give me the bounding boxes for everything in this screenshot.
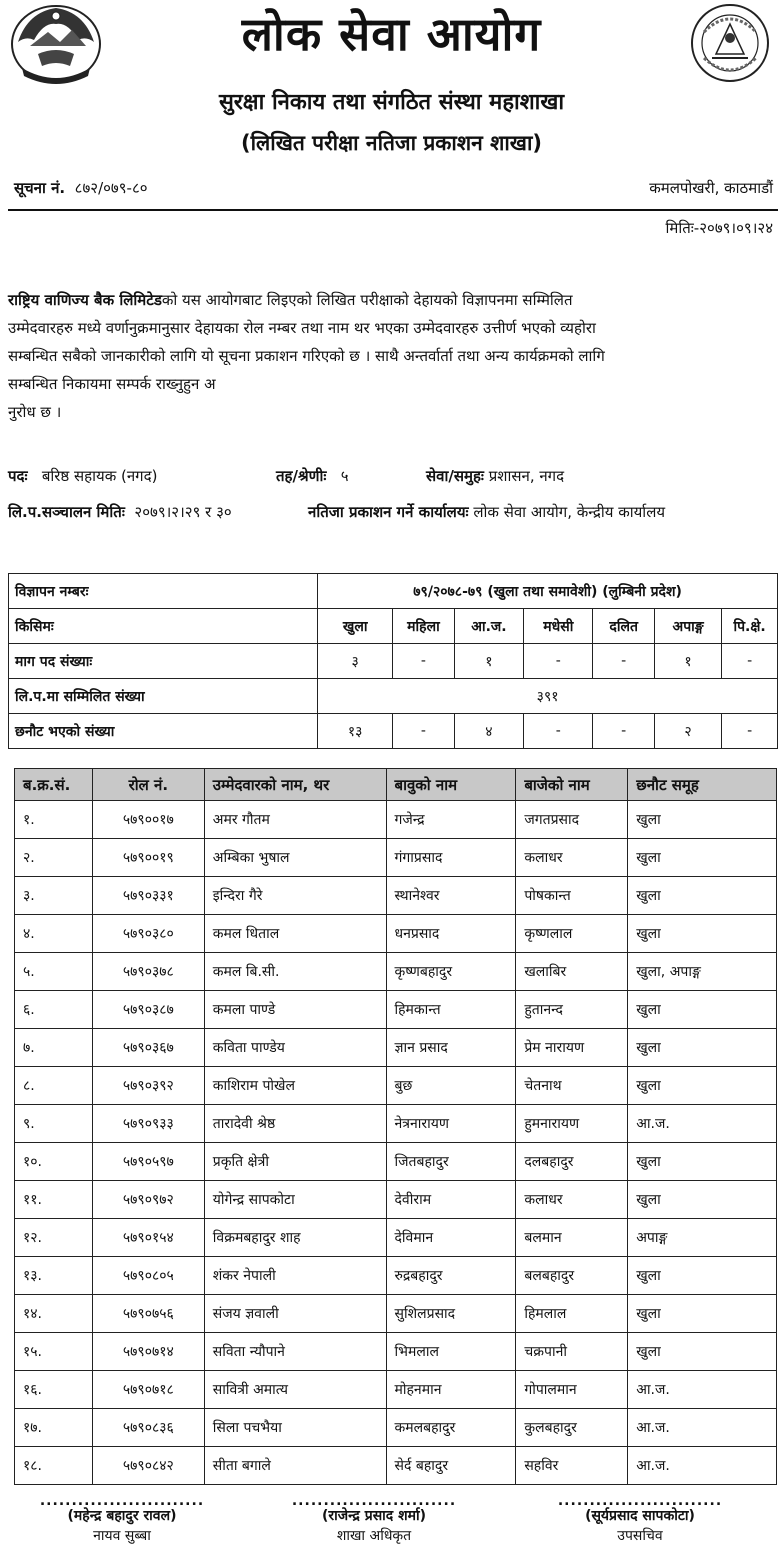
group-cell: खुला [628,839,777,877]
level-label: तह/श्रेणीः [276,467,327,485]
grandfather-name-cell: हिमलाल [516,1295,628,1333]
group-cell: खुला, अपाङ्ग [628,953,777,991]
table-row [15,1257,777,1295]
table-row [15,1105,777,1143]
para-line-4: सम्बन्धित निकायमा सम्पर्क राख्नुहुन अ [8,375,216,393]
candidate-name-cell: सविता न्यौपाने [204,1333,386,1371]
col-header-serial: ब.क्र.सं. [15,769,93,801]
col-header-grandfather: बाजेको नाम [516,769,628,801]
signatory-title: उपसचिव [617,1528,663,1544]
col-header-name: उम्मेदवारको नाम, थर [204,769,386,801]
roll-cell: ५७९०८३६ [92,1409,204,1447]
results-header-row [15,769,777,801]
signatory-name: (महेन्द्र बहादुर रावल) [67,1508,177,1524]
father-name-cell: जितबहादुर [386,1143,516,1181]
summary-row-adv [9,574,778,609]
type-cell: अपाङ्ग [654,609,721,644]
group-cell: खुला [628,1295,777,1333]
group-cell: खुला [628,1257,777,1295]
group-cell: खुला [628,1181,777,1219]
type-cell: मधेसी [524,609,593,644]
candidate-name-cell: इन्दिरा गैरे [204,877,386,915]
grandfather-name-cell: कलाधर [516,1181,628,1219]
type-cell: आ.ज. [454,609,523,644]
grandfather-name-cell: चक्रपानी [516,1333,628,1371]
signature-block-2: .......................... (राजेन्द्र प्रसाद शर्मा) शाखा अधिकृत [264,1496,484,1546]
candidate-name-cell: तारादेवी श्रेष्ठ [204,1105,386,1143]
serial-cell: १२. [15,1219,93,1257]
selected-cell: - [393,714,455,749]
grandfather-name-cell: खलाबिर [516,953,628,991]
roll-cell: ५७९०३७८ [92,953,204,991]
demand-cell: ३ [318,644,393,679]
father-name-cell: नेत्रनारायण [386,1105,516,1143]
table-row [15,1409,777,1447]
group-cell: अपाङ्ग [628,1219,777,1257]
bank-name: राष्ट्रिय वाणिज्य बैक लिमिटेड [8,291,162,309]
summary-row-demand [9,644,778,679]
summary-row-selected [9,714,778,749]
candidate-name-cell: प्रकृति क्षेत्री [204,1143,386,1181]
selected-cell: - [524,714,593,749]
notice-date: मितिः-२०७९।०९।२४ [665,219,773,237]
father-name-cell: मोहनमान [386,1371,516,1409]
grandfather-name-cell: हुतानन्द [516,991,628,1029]
roll-cell: ५७९००१७ [92,801,204,839]
table-row [15,801,777,839]
candidate-name-cell: कविता पाण्डेय [204,1029,386,1067]
grandfather-name-cell: चेतनाथ [516,1067,628,1105]
serial-cell: १५. [15,1333,93,1371]
candidate-name-cell: अम्बिका भुषाल [204,839,386,877]
grandfather-name-cell: गोपालमान [516,1371,628,1409]
post-value: बरिष्ठ सहायक (नगद) [41,467,158,485]
roll-cell: ५७९००१९ [92,839,204,877]
serial-cell: ६. [15,991,93,1029]
level-value: ५ [340,467,349,485]
adv-value: ७९/२०७८-७९ (खुला तथा समावेशी) (लुम्बिनी प्रदेश) [318,574,778,609]
signatory-name: (राजेन्द्र प्रसाद शर्मा) [321,1508,427,1524]
group-cell: खुला [628,877,777,915]
father-name-cell: गजेन्द्र [386,801,516,839]
roll-cell: ५७९०५९७ [92,1143,204,1181]
table-row [15,1143,777,1181]
exam-date-label: लि.प.सञ्चालन मितिः [8,503,125,521]
candidate-name-cell: अमर गौतम [204,801,386,839]
type-label: किसिमः [9,609,318,644]
roll-cell: ५७९०३३१ [92,877,204,915]
roll-cell: ५७९०७१४ [92,1333,204,1371]
candidate-name-cell: सिला पचभैया [204,1409,386,1447]
demand-label: माग पद संख्याः [9,644,318,679]
table-row [15,953,777,991]
serial-cell: ९. [15,1105,93,1143]
exam-date-value: २०७९।२।२९ र ३० [134,503,232,521]
para-line-3: सम्बन्धित सबैको जानकारीको लागि यो सूचना प्रकाशन गरिएको छ । साथै अन्तर्वार्ता तथा अन्य कार्यक्रमको लागि [8,347,605,365]
group-cell: आ.ज. [628,1105,777,1143]
father-name-cell: धनप्रसाद [386,915,516,953]
notice-paragraph [8,286,776,426]
summary-row-types [9,609,778,644]
candidate-name-cell: शंकर नेपाली [204,1257,386,1295]
father-name-cell: कमलबहादुर [386,1409,516,1447]
post-label: पदः [8,467,28,485]
selected-cell: १३ [318,714,393,749]
grandfather-name-cell: बलबहादुर [516,1257,628,1295]
demand-cell: - [593,644,654,679]
table-row [15,1181,777,1219]
notice-value: ८७२/०७९-८० [74,179,148,197]
adv-label: विज्ञापन नम्बरः [9,574,318,609]
group-cell: खुला [628,801,777,839]
type-cell: पि.क्षे. [722,609,778,644]
office-address: कमलपोखरी, काठमाडौं [649,179,773,197]
group-cell: आ.ज. [628,1409,777,1447]
serial-cell: १४. [15,1295,93,1333]
col-header-group: छनौट समूह [628,769,777,801]
col-header-father: बावुको नाम [386,769,516,801]
roll-cell: ५७९०९३३ [92,1105,204,1143]
candidate-name-cell: कमल बि.सी. [204,953,386,991]
roll-cell: ५७९०७१८ [92,1371,204,1409]
father-name-cell: स्थानेश्वर [386,877,516,915]
serial-cell: ७. [15,1029,93,1067]
selected-cell: - [593,714,654,749]
group-cell: खुला [628,1067,777,1105]
candidate-name-cell: विक्रमबहादुर शाह [204,1219,386,1257]
selected-cell: २ [654,714,721,749]
summary-row-included [9,679,778,714]
table-row [15,915,777,953]
type-cell: महिला [393,609,455,644]
roll-cell: ५७९०७५६ [92,1295,204,1333]
grandfather-name-cell: हुमनारायण [516,1105,628,1143]
signatory-title: शाखा अधिकृत [336,1528,412,1544]
father-name-cell: कृष्णबहादुर [386,953,516,991]
father-name-cell: गंगाप्रसाद [386,839,516,877]
signatory-title: नायव सुब्बा [93,1528,151,1544]
demand-cell: - [393,644,455,679]
candidate-name-cell: कमल धिताल [204,915,386,953]
serial-cell: १. [15,801,93,839]
section-title: (लिखित परीक्षा नतिजा प्रकाशन शाखा) [240,131,543,155]
table-row [15,839,777,877]
serial-cell: १०. [15,1143,93,1181]
group-cell: खुला [628,1143,777,1181]
candidate-name-cell: कमला पाण्डे [204,991,386,1029]
demand-cell: - [722,644,778,679]
demand-cell: १ [654,644,721,679]
serial-cell: १८. [15,1447,93,1485]
selected-cell: - [722,714,778,749]
serial-cell: २. [15,839,93,877]
table-row [15,1029,777,1067]
father-name-cell: सेर्द बहादुर [386,1447,516,1485]
para-line-1: को यस आयोगबाट लिइएको लिखित परीक्षाको देहायको विज्ञापनमा सम्मिलित [161,291,573,309]
grandfather-name-cell: बलमान [516,1219,628,1257]
grandfather-name-cell: दलबहादुर [516,1143,628,1181]
service-label: सेवा/समुहः [426,467,484,485]
included-value: ३९१ [318,679,778,714]
table-row [15,1447,777,1485]
signature-block-3: .......................... (सूर्यप्रसाद सापकोटा) उपसचिव [530,1496,750,1546]
grandfather-name-cell: कलाधर [516,839,628,877]
serial-cell: १३. [15,1257,93,1295]
table-row [15,991,777,1029]
serial-cell: ४. [15,915,93,953]
service-value: प्रशासन, नगद [488,467,565,485]
para-line-5: नुरोध छ । [8,403,62,421]
group-cell: खुला [628,1029,777,1067]
serial-cell: १७. [15,1409,93,1447]
father-name-cell: सुशिलप्रसाद [386,1295,516,1333]
group-cell: खुला [628,991,777,1029]
group-cell: आ.ज. [628,1447,777,1485]
serial-cell: ११. [15,1181,93,1219]
serial-cell: १६. [15,1371,93,1409]
division-title: सुरक्षा निकाय तथा संगठित संस्था महाशाखा [218,90,565,115]
roll-cell: ५७९०८०५ [92,1257,204,1295]
notice-number [14,176,148,200]
grandfather-name-cell: कुलबहादुर [516,1409,628,1447]
father-name-cell: भिमलाल [386,1333,516,1371]
candidate-name-cell: काशिराम पोखेल [204,1067,386,1105]
table-row [15,1067,777,1105]
table-row [15,1219,777,1257]
type-cell: दलित [593,609,654,644]
table-row [15,1295,777,1333]
results-table [14,768,777,1485]
serial-cell: ५. [15,953,93,991]
father-name-cell: देविमान [386,1219,516,1257]
grandfather-name-cell: पोषकान्त [516,877,628,915]
demand-cell: - [524,644,593,679]
roll-cell: ५७९०३८७ [92,991,204,1029]
notice-label: सूचना नं. [14,179,66,197]
signatory-name: (सूर्यप्रसाद सापकोटा) [585,1508,695,1524]
col-header-roll: रोल नं. [92,769,204,801]
table-row [15,877,777,915]
serial-cell: ३. [15,877,93,915]
table-row [15,1333,777,1371]
roll-cell: ५७९०३९२ [92,1067,204,1105]
header-divider [8,209,778,211]
signature-block-1: .......................... (महेन्द्र बहादुर रावल) नायव सुब्बा [12,1496,232,1546]
group-cell: आ.ज. [628,1371,777,1409]
office-label: नतिजा प्रकाशन गर्ने कार्यालयः [308,503,469,521]
grandfather-name-cell: प्रेम नारायण [516,1029,628,1067]
grandfather-name-cell: कृष्णलाल [516,915,628,953]
grandfather-name-cell: सहविर [516,1447,628,1485]
father-name-cell: हिमकान्त [386,991,516,1029]
selected-cell: ४ [454,714,523,749]
group-cell: खुला [628,915,777,953]
roll-cell: ५७९०३६७ [92,1029,204,1067]
candidate-name-cell: योगेन्द्र सापकोटा [204,1181,386,1219]
father-name-cell: ज्ञान प्रसाद [386,1029,516,1067]
father-name-cell: रुद्रबहादुर [386,1257,516,1295]
roll-cell: ५७९०८४२ [92,1447,204,1485]
candidate-name-cell: सीता बगाले [204,1447,386,1485]
roll-cell: ५७९०९७२ [92,1181,204,1219]
office-value: लोक सेवा आयोग, केन्द्रीय कार्यालय [473,503,666,521]
grandfather-name-cell: जगतप्रसाद [516,801,628,839]
type-cell: खुला [318,609,393,644]
para-line-2: उम्मेदवारहरु मध्ये वर्णानुक्रमानुसार देहायका रोल नम्बर तथा नाम थर भएका उम्मेदवारहरु उत्तीर्ण भएको व्यहोरा [8,319,596,337]
father-name-cell: देवीराम [386,1181,516,1219]
table-row [15,1371,777,1409]
roll-cell: ५७९०१५४ [92,1219,204,1257]
father-name-cell: बुछ [386,1067,516,1105]
group-cell: खुला [628,1333,777,1371]
demand-cell: १ [454,644,523,679]
page-title: लोक सेवा आयोग [241,7,542,61]
roll-cell: ५७९०३८० [92,915,204,953]
summary-table [8,573,778,749]
selected-label: छनौट भएको संख्या [9,714,318,749]
candidate-name-cell: संजय ज्ञवाली [204,1295,386,1333]
serial-cell: ८. [15,1067,93,1105]
candidate-name-cell: सावित्री अमात्य [204,1371,386,1409]
included-label: लि.प.मा सम्मिलित संख्या [9,679,318,714]
